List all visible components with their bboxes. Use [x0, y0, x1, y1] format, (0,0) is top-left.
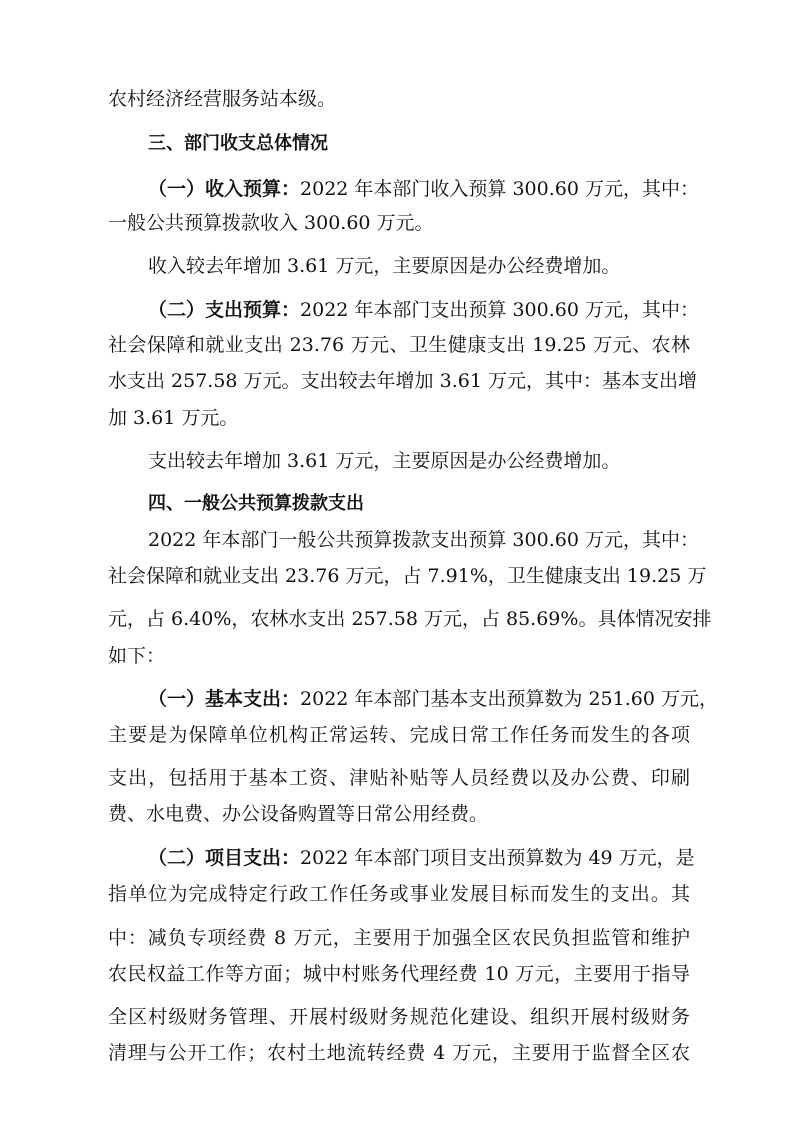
- paragraph-line: （二）项目支出：2022 年本部门项目支出预算数为 49 万元，是: [148, 847, 695, 869]
- subheading-income-budget: （一）收入预算：: [148, 178, 301, 200]
- paragraph-line: 如下：: [108, 645, 166, 667]
- subheading-basic-expense: （一）基本支出：: [148, 688, 301, 710]
- paragraph-line: 社会保障和就业支出 23.76 万元，占 7.91%，卫生健康支出 19.25 万: [108, 565, 707, 587]
- paragraph-line: （一）基本支出：2022 年本部门基本支出预算数为 251.60 万元，: [148, 688, 718, 710]
- paragraph-line: 农民权益工作等方面；城中村账务代理经费 10 万元，主要用于指导: [108, 963, 690, 985]
- paragraph-line: （一）收入预算：2022 年本部门收入预算 300.60 万元，其中：: [148, 178, 699, 200]
- paragraph-line: 费、水电费、办公设备购置等日常公用经费。: [108, 803, 489, 825]
- paragraph-line: 中：减负专项经费 8 万元，主要用于加强全区农民负担监管和维护: [108, 927, 690, 949]
- paragraph-line: 一般公共预算拨款收入 300.60 万元。: [108, 212, 434, 234]
- paragraph-line: 水支出 257.58 万元。支出较去年增加 3.61 万元，其中：基本支出增: [108, 370, 697, 392]
- paragraph-line: 全区村级财务管理、开展村级财务规范化建设、组织开展村级财务: [108, 1006, 690, 1028]
- paragraph-line: 清理与公开工作；农村土地流转经费 4 万元，主要用于监督全区农: [108, 1042, 690, 1064]
- paragraph-line: （二）支出预算：2022 年本部门支出预算 300.60 万元，其中：: [148, 299, 699, 321]
- subheading-project-expense: （二）项目支出：: [148, 847, 301, 869]
- paragraph-line: 2022 年本部门一般公共预算拨款支出预算 300.60 万元，其中：: [148, 529, 699, 551]
- paragraph-line: 指单位为完成特定行政工作任务或事业发展目标而发生的支出。其: [108, 883, 690, 905]
- section-heading-4: 四、一般公共预算拨款支出: [148, 493, 364, 514]
- paragraph-line: 支出较去年增加 3.61 万元，主要原因是办公经费增加。: [148, 450, 621, 472]
- subheading-expense-budget: （二）支出预算：: [148, 299, 301, 321]
- paragraph-line: 主要是为保障单位机构正常运转、完成日常工作任务而发生的各项: [108, 724, 690, 746]
- paragraph-line: 加 3.61 万元。: [108, 407, 239, 429]
- paragraph-line: 元，占 6.40%，农林水支出 257.58 万元，占 85.69%。具体情况安排: [108, 608, 712, 630]
- section-heading-3: 三、部门收支总体情况: [148, 133, 328, 154]
- paragraph-line: 社会保障和就业支出 23.76 万元、卫生健康支出 19.25 万元、农林: [108, 334, 690, 356]
- paragraph-line: 收入较去年增加 3.61 万元，主要原因是办公经费增加。: [148, 255, 621, 277]
- paragraph-line: 农村经济经营服务站本级。: [108, 88, 337, 110]
- paragraph-line: 支出，包括用于基本工资、津贴补贴等人员经费以及办公费、印刷: [108, 767, 690, 789]
